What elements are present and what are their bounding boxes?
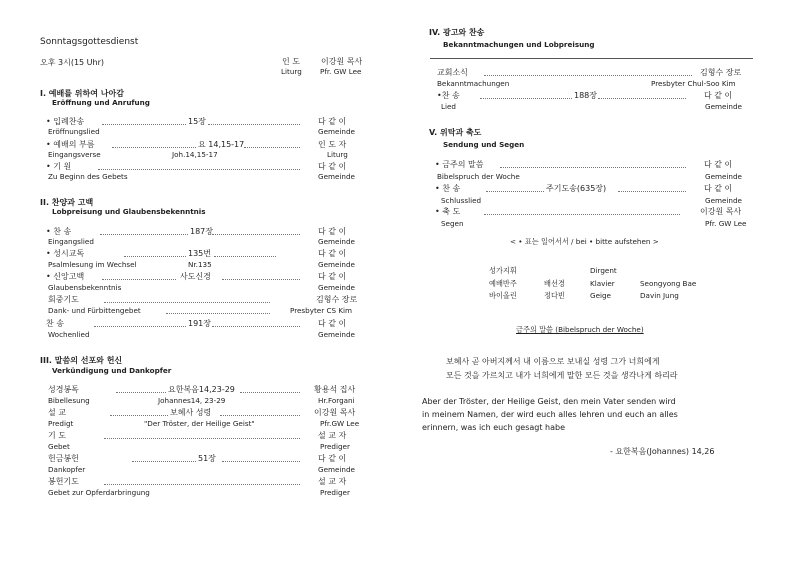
item-ko: • 입례찬송 bbox=[46, 117, 85, 126]
item-right-ko: 다 같 이 bbox=[318, 319, 347, 328]
section-5-title-de: Sendung und Segen bbox=[443, 140, 525, 149]
section-4-title-de: Bekanntmachungen und Lobpreisung bbox=[443, 40, 595, 49]
item-mid: 135번 bbox=[188, 249, 211, 258]
item-right-de: Gemeinde bbox=[318, 330, 355, 339]
item-de: Lied bbox=[441, 102, 456, 111]
section-2-title-de: Lobpreisung und Glaubensbekenntnis bbox=[52, 207, 206, 216]
item-de: Wochenlied bbox=[48, 330, 90, 339]
item-right-de: Gemeinde bbox=[705, 102, 742, 111]
item-de: Bibellesung bbox=[48, 396, 90, 405]
item-right-de: Gemeinde bbox=[318, 283, 355, 292]
item-ko: • 성시교독 bbox=[46, 249, 85, 258]
item-de: Glaubensbekenntnis bbox=[48, 283, 122, 292]
item-right-de: Liturg bbox=[327, 150, 348, 159]
musician-role-ko: 성가지휘 bbox=[489, 266, 517, 275]
item-ko: 회중기도 bbox=[48, 295, 79, 304]
item-ko: • 신앙고백 bbox=[46, 272, 85, 281]
item-mid: 보혜사 성령 bbox=[170, 408, 212, 417]
item-ko: 성경봉독 bbox=[48, 385, 79, 394]
item-mid: 주기도송(635장) bbox=[546, 184, 607, 193]
item-mid-de: "Der Tröster, der Heilige Geist" bbox=[144, 419, 255, 428]
item-de: Eröffnungslied bbox=[48, 127, 100, 136]
item-mid: 188장 bbox=[574, 91, 597, 100]
item-mid-de: Joh.14,15-17 bbox=[172, 150, 218, 159]
item-right-de: Prediger bbox=[320, 488, 350, 497]
item-right-ko: 설 교 자 bbox=[318, 431, 347, 440]
item-de: Dank- und Fürbittengebet bbox=[48, 306, 141, 315]
item-ko: • 축 도 bbox=[435, 207, 461, 216]
service-time: 오후 3시(15 Uhr) bbox=[40, 58, 104, 67]
item-right-ko: 김형수 장로 bbox=[700, 68, 742, 77]
verse-de-line-1: Aber der Tröster, der Heilige Geist, den mein Vater senden wird bbox=[422, 397, 676, 406]
item-de: Bibelspruch der Woche bbox=[437, 172, 520, 181]
item-right-de: Hr.Forgani bbox=[318, 396, 355, 405]
item-ko: 교회소식 bbox=[437, 68, 468, 77]
left-page bbox=[0, 0, 399, 565]
pastor-name-de: Pfr. GW Lee bbox=[320, 67, 362, 76]
item-de: Predigt bbox=[48, 419, 74, 428]
musician-role-de: Geige bbox=[590, 291, 611, 300]
verse-title: 금주의 말씀 (Bibelspruch der Woche) bbox=[516, 325, 644, 334]
item-de: Dankopfer bbox=[48, 465, 86, 474]
item-de: Bekanntmachungen bbox=[437, 79, 510, 88]
musician-role-ko: 바이올린 bbox=[489, 291, 517, 300]
musician-role-ko: 예배반주 bbox=[489, 279, 517, 288]
section-divider bbox=[430, 58, 753, 59]
item-ko: • 예배의 부름 bbox=[46, 140, 95, 149]
item-de: Gebet bbox=[48, 442, 70, 451]
service-title: Sonntagsgottesdienst bbox=[40, 37, 139, 47]
liturgist-label-de: Liturg bbox=[281, 67, 302, 76]
item-right-ko: 다 같 이 bbox=[704, 184, 733, 193]
musician-name-ko: 배선경 bbox=[544, 279, 565, 288]
item-mid: 사도신경 bbox=[180, 272, 211, 281]
item-ko: 헌금봉헌 bbox=[48, 454, 79, 463]
section-3-title-de: Verkündigung und Dankopfer bbox=[52, 366, 172, 375]
item-ko: • 찬 송 bbox=[46, 227, 72, 236]
item-mid: 요한복음14,23-29 bbox=[168, 385, 235, 394]
item-ko: 설 교 bbox=[48, 408, 66, 417]
item-ko: • 찬 송 bbox=[435, 184, 461, 193]
item-de: Gebet zur Opferdarbringung bbox=[48, 488, 150, 497]
item-right-de: Gemeinde bbox=[318, 237, 355, 246]
section-2-title-ko: II. 찬양과 고백 bbox=[40, 198, 94, 207]
item-de: Zu Beginn des Gebets bbox=[48, 172, 128, 181]
item-right-ko: 다 같 이 bbox=[318, 117, 347, 126]
item-right-de: Gemeinde bbox=[318, 127, 355, 136]
item-de: Eingangslied bbox=[48, 237, 94, 246]
section-1-title-ko: I. 예배를 위하여 나아감 bbox=[40, 89, 124, 98]
section-1-title-de: Eröffnung und Anrufung bbox=[52, 98, 150, 107]
item-de: Schlusslied bbox=[441, 196, 482, 205]
musician-name-de: Seongyong Bae bbox=[640, 279, 697, 288]
pastor-name-ko: 이강원 목사 bbox=[321, 57, 363, 66]
item-de: Psalmlesung im Wechsel bbox=[48, 260, 137, 269]
item-right-de: Pfr.GW Lee bbox=[320, 419, 360, 428]
item-right-ko: 다 같 이 bbox=[704, 160, 733, 169]
item-ko: 봉헌기도 bbox=[48, 477, 79, 486]
item-ko: • 금주의 말씀 bbox=[435, 160, 484, 169]
section-3-title-ko: III. 말씀의 선포와 헌신 bbox=[40, 356, 123, 365]
item-right-de: Gemeinde bbox=[318, 172, 355, 181]
item-right-de: Gemeinde bbox=[705, 196, 742, 205]
item-right-de: Prediger bbox=[320, 442, 350, 451]
item-right-de: Gemeinde bbox=[318, 260, 355, 269]
verse-ko-line-1: 보혜사 곧 아버지께서 내 이름으로 보내실 성령 그가 너희에게 bbox=[446, 357, 660, 366]
item-mid: 요 14,15-17 bbox=[198, 140, 245, 149]
item-right-ko: 다 같 이 bbox=[318, 162, 347, 171]
item-right-de: Gemeinde bbox=[318, 465, 355, 474]
item-right-de: Presbyter CS Kim bbox=[290, 306, 353, 315]
verse-reference: - 요한복음(Johannes) 14,26 bbox=[610, 447, 715, 456]
musician-role-de: Dirgent bbox=[590, 266, 617, 275]
item-right-ko: 황용석 집사 bbox=[314, 385, 356, 394]
section-5-title-ko: V. 위탁과 축도 bbox=[429, 128, 482, 137]
liturgist-label-ko: 인 도 bbox=[282, 57, 300, 66]
verse-de-line-3: erinnern, was ich euch gesagt habe bbox=[422, 423, 565, 432]
item-right-de: Presbyter Chul-Soo Kim bbox=[651, 79, 736, 88]
item-ko: • 기 원 bbox=[46, 162, 72, 171]
item-right-ko: 이강원 목사 bbox=[314, 408, 356, 417]
item-de: Segen bbox=[441, 219, 464, 228]
musician-name-ko: 정다빈 bbox=[544, 291, 565, 300]
verse-de-line-2: in meinem Namen, der wird euch alles lehren und euch an alles bbox=[422, 410, 678, 419]
musician-role-de: Klavier bbox=[590, 279, 615, 288]
item-ko: •찬 송 bbox=[437, 91, 460, 100]
item-right-ko: 다 같 이 bbox=[318, 454, 347, 463]
item-right-de: Gemeinde bbox=[705, 172, 742, 181]
item-right-ko: 김형수 장로 bbox=[316, 295, 358, 304]
item-right-ko: 인 도 자 bbox=[318, 140, 347, 149]
item-right-ko: 다 같 이 bbox=[704, 91, 733, 100]
verse-ko-line-2: 모든 것을 가르치고 내가 너희에게 말한 모든 것을 생각나게 하리라 bbox=[446, 371, 678, 380]
item-mid: 187장 bbox=[190, 227, 213, 236]
item-mid: 191장 bbox=[188, 319, 211, 328]
item-mid-de: Nr.135 bbox=[188, 260, 212, 269]
item-ko: 찬 송 bbox=[46, 319, 64, 328]
standing-note: < • 표는 일어서서 / bei • bitte aufstehen > bbox=[510, 237, 659, 246]
item-mid: 15장 bbox=[188, 117, 206, 126]
item-right-ko: 설 교 자 bbox=[318, 477, 347, 486]
right-page bbox=[400, 0, 799, 565]
item-right-ko: 다 같 이 bbox=[318, 227, 347, 236]
musician-name-de: Davin Jung bbox=[640, 291, 679, 300]
item-right-ko: 다 같 이 bbox=[318, 249, 347, 258]
item-right-ko: 다 같 이 bbox=[318, 272, 347, 281]
section-4-title-ko: IV. 광고와 찬송 bbox=[429, 28, 485, 37]
item-right-de: Pfr. GW Lee bbox=[705, 219, 747, 228]
item-right-ko: 이강원 목사 bbox=[700, 207, 742, 216]
item-ko: 기 도 bbox=[48, 431, 66, 440]
item-de: Eingangsverse bbox=[48, 150, 101, 159]
item-mid: 51장 bbox=[198, 454, 216, 463]
item-mid-de: Johannes14, 23-29 bbox=[158, 396, 226, 405]
